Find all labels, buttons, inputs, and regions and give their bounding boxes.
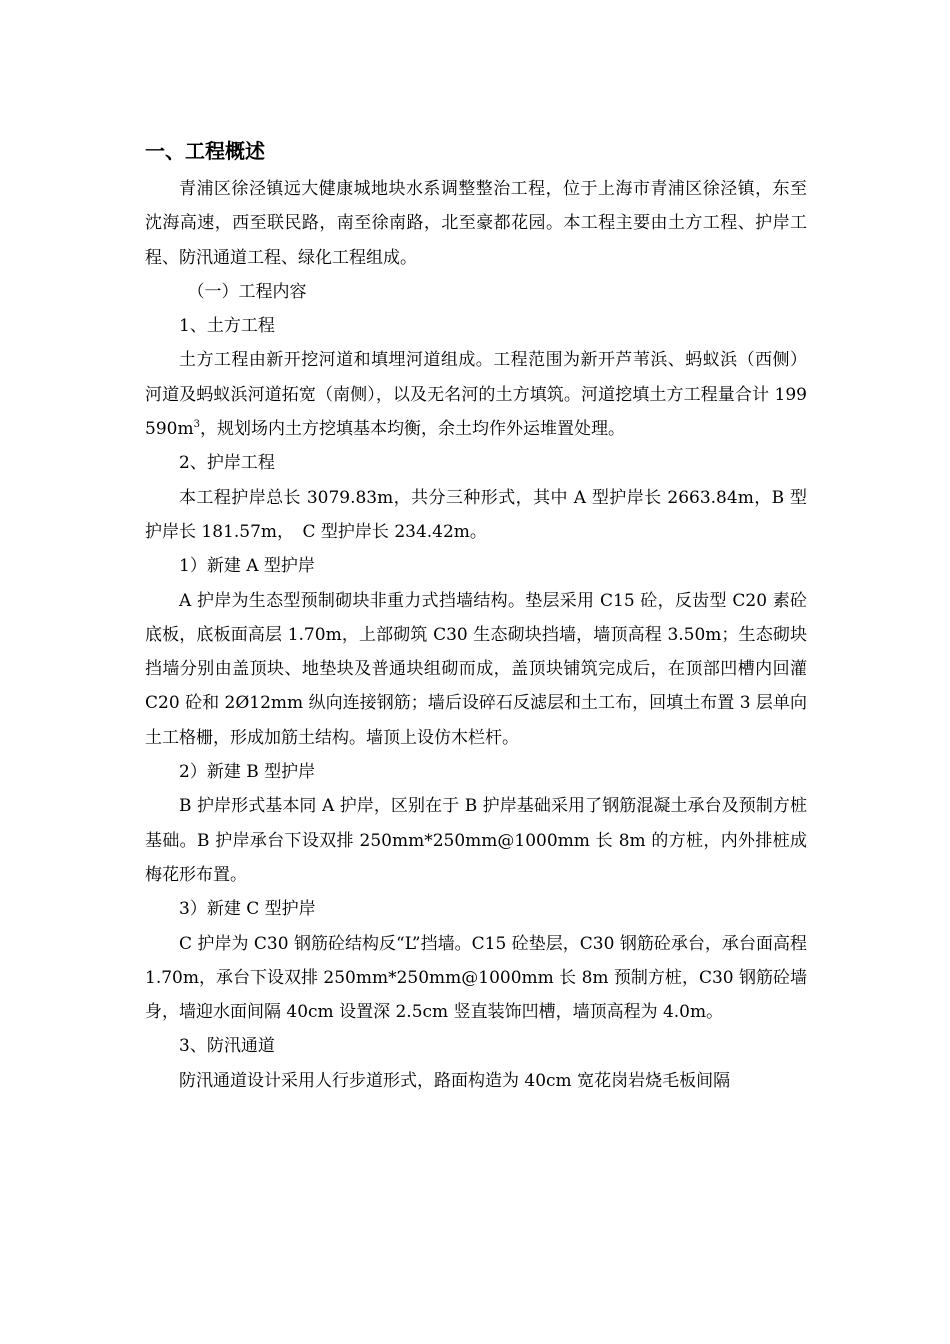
flood-passage-paragraph: 防汛通道设计采用人行步道形式，路面构造为 40cm 宽花岗岩烧毛板间隔 xyxy=(179,1070,731,1091)
revetment-paragraph: 本工程护岸总长 3079.83m，共分三种形式，其中 A 型护岸长 2663.84m，B 型护岸长 181.57m， C 型护岸长 234.42m。 xyxy=(145,487,807,542)
section-heading: 一、工程概述 xyxy=(145,139,265,163)
earthwork-text-after: ，规划场内土方挖填基本均衡，余土均作外运堆置处理。 xyxy=(199,419,625,440)
type-b-paragraph: B 护岸形式基本同 A 护岸，区别在于 B 护岸基础采用了钢筋混凝土承台及预制方桩基础。B 护岸承台下设双排 250mm*250mm@1000mm 长 8m 的方桩，内外排桩成梅花形布置。 xyxy=(145,796,807,885)
earthwork-paragraph xyxy=(145,343,807,446)
item-title-flood-passage: 3、防汛通道 xyxy=(179,1036,275,1057)
cubic-superscript: 3 xyxy=(193,419,200,431)
subitem-title-type-c: 3）新建 C 型护岸 xyxy=(179,899,316,920)
item-title-revetment: 2、护岸工程 xyxy=(179,453,275,474)
earthwork-text-before: 土方工程由新开挖河道和填埋河道组成。工程范围为新开芦苇浜、蚂蚁浜（西侧）河道及蚂蚁浜河道拓宽（南侧），以及无名河的土方填筑。河道挖填土方工程量合计 199590m xyxy=(145,350,807,440)
type-c-paragraph: C 护岸为 C30 钢筋砼结构反“L”挡墙。C15 砼垫层，C30 钢筋砼承台，承台面高程 1.70m，承台下设双排 250mm*250mm@1000mm 长 8m 预制方桩，C30 钢筋砼墙身，墙迎水面间隔 40cm 设置深 2.5cm 竖直装饰凹槽，墙顶高程为 4.0m。 xyxy=(145,933,807,1023)
subsection-title-project-content: （一）工程内容 xyxy=(187,281,307,302)
type-a-paragraph: A 护岸为生态型预制砌块非重力式挡墙结构。垫层采用 C15 砼，反齿型 C20 素砼底板，底板面高层 1.70m，上部砌筑 C30 生态砌块挡墙，墙顶高程 3.50m；生态砌块挡墙分别由盖顶块、地垫块及普通块组砌而成，盖顶块铺筑完成后，在顶部凹槽内回灌 C20 砼和 2Ø12mm 纵向连接钢筋；墙后设碎石反滤层和土工布，回填土布置 3 层单向土工格栅，形成加筋土结构。墙顶上设仿木栏杆。 xyxy=(145,590,807,748)
document-body xyxy=(145,136,807,1098)
intro-paragraph: 青浦区徐泾镇远大健康城地块水系调整整治工程，位于上海市青浦区徐泾镇，东至沈海高速，西至联民路，南至徐南路，北至豪都花园。本工程主要由土方工程、护岸工程、防汛通道工程、绿化工程组成。 xyxy=(145,179,807,268)
item-title-earthwork: 1、土方工程 xyxy=(179,316,275,337)
subitem-title-type-b: 2）新建 B 型护岸 xyxy=(179,762,316,783)
subitem-title-type-a: 1）新建 A 型护岸 xyxy=(179,556,315,577)
